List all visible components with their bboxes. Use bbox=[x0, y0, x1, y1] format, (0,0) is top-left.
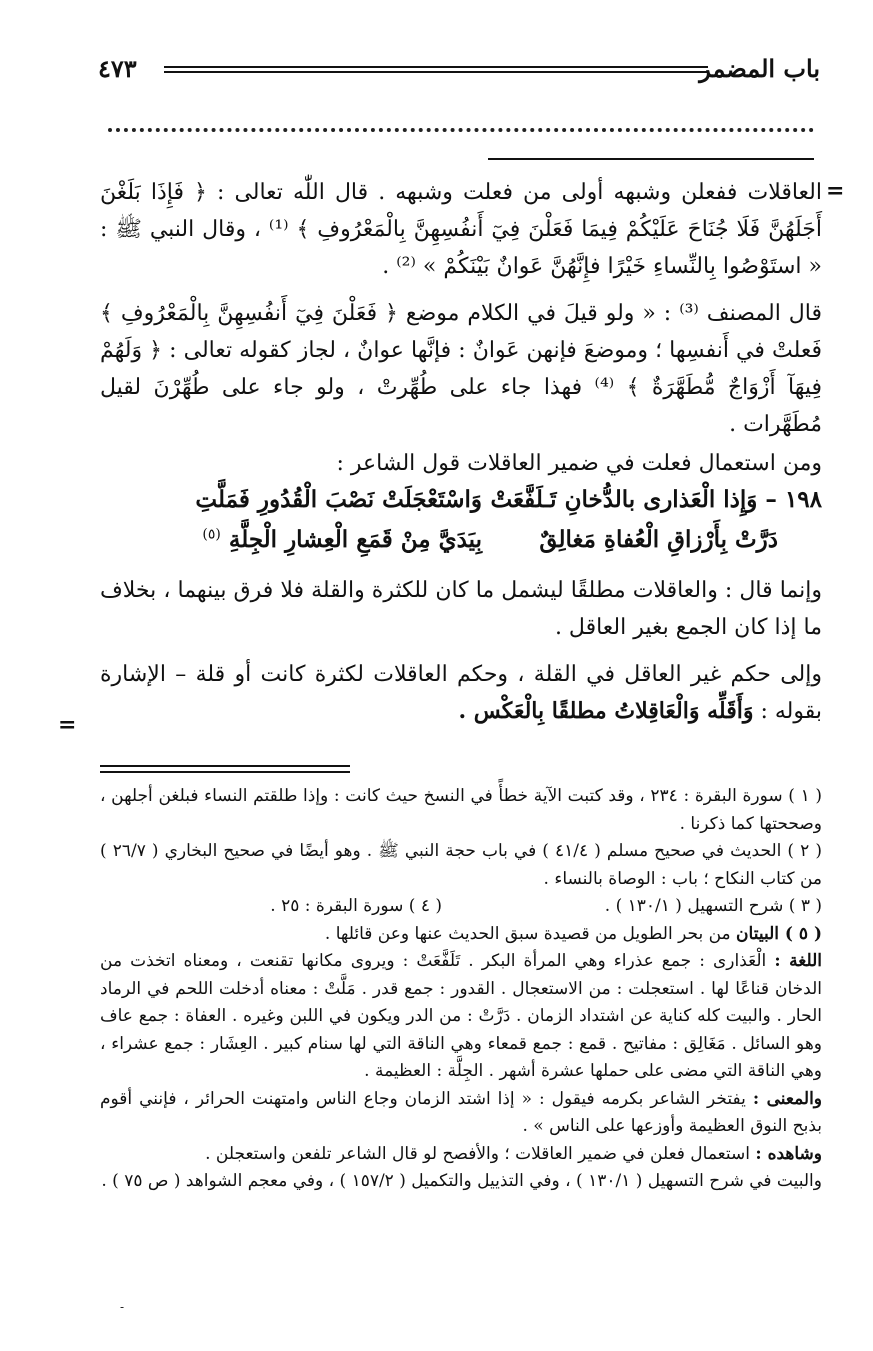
shahid-label: وشاهده : bbox=[755, 1143, 822, 1164]
footnote-sources: والبيت في شرح التسهيل ( ١٣٠/١ ) ، وفي التذييل والتكميل ( ١٥٧/٢ ) ، وفي معجم الشواهد ( ص ٧٥ ) . bbox=[101, 1171, 822, 1191]
paragraph-2: قال المصنف ⁽³⁾ : « ولو قيلَ في الكلام موضع ﴿ فَعَلْنَ فِيٓ أَنفُسِهِنَّ بِالْمَعْرُوفِ ﴾ فَعلتْ في أَنفسِها ؛ وموضعَ فإنهن عَوانٌ : فإنَّها عوانٌ ، لجاز كقوله تعالى : ﴿ وَلَهُمْ فِيهَآ أَزْوَاجٌ مُّطَهَّرَةٌ ﴾ ⁽⁴⁾ فهذا جاء على طُهِّرتْ ، ولو جاء على طُهِّرْنَ لقيل مُطَهَّرات . bbox=[100, 301, 823, 437]
poem-intro: ومن استعمال فعلت في ضمير العاقلات قول الشاعر : bbox=[336, 451, 822, 476]
paragraph-3: وإنما قال : والعاقلات مطلقًا ليشمل ما كان للكثرة والقلة فلا فرق بينهما ، بخلاف ما إذا كان الجمع بغير العاقل . bbox=[100, 578, 822, 640]
verse-2-first-hemistich: دَرَّتْ بِأَرْزاقِ الْعُفاةِ مَغالِقٌ bbox=[539, 526, 778, 553]
paragraph-4-quote: وَأَقَلِّه وَالْعَاقِلاتُ مطلقًا بِالْعَكْس . bbox=[458, 698, 754, 724]
verse-1-a-text: وَإِذا الْعَذارى بالدُّخانِ تَـلَفَّعَتْ bbox=[490, 486, 758, 513]
paragraph-4-text: وإلى حكم غير العاقل في القلة ، وحكم العاقلات لكثرة كانت أو قلة – الإشارة بقوله : bbox=[100, 662, 822, 724]
lugha-label: اللغة : bbox=[774, 951, 823, 971]
verse-1-second-hemistich: وَاسْتَعْجَلَتْ نَصْبَ الْقُدُورِ فَمَلَّتِ bbox=[195, 486, 482, 513]
verse-1-first-hemistich bbox=[491, 486, 823, 513]
page-bottom-mark: - bbox=[120, 1300, 125, 1314]
verse-number: ١٩٨ – bbox=[765, 486, 822, 513]
footnote-lugha bbox=[100, 948, 822, 1086]
footnote-shahid bbox=[100, 1141, 822, 1169]
paragraph-4 bbox=[100, 656, 822, 730]
footnote-row-3-4 bbox=[100, 893, 822, 921]
footnote-3: ( ٣ ) شرح التسهيل ( ١٣٠/١ ) . bbox=[604, 896, 822, 916]
paragraph-1: العاقلات ففعلن وشبهه أولى من فعلت وشبهه . قال اللّٰه تعالى : ﴿ فَإِذَا بَلَغْنَ أَجَلَهُنَّ فَلَا جُنَاحَ عَلَيْكُمْ فِيمَا فَعَلْنَ فِيٓ أَنفُسِهِنَّ بِالْمَعْرُوفِ ﴾ ⁽¹⁾ ، وقال النبي ﷺ : « استَوْصُوا بِالنِّساءِ خَيْرًا فإِنَّهُنَّ عَوانٌ بَيْنَكُمْ » ⁽²⁾ . bbox=[100, 180, 822, 279]
verse-2-b-text: بِيَدَيَّ مِنْ قَمَعِ الْعِشارِ الْجِلَّةِ bbox=[228, 526, 482, 553]
continuation-mark-top: = bbox=[826, 178, 845, 204]
page-number: ٤٧٣ bbox=[98, 54, 137, 83]
main-text bbox=[100, 174, 822, 740]
chapter-title: باب المضمر bbox=[699, 54, 820, 83]
lugha-text: الْعَذارى : جمع عذراء وهي المرأة البكر . تَلَفَّعَتْ : ويروى مكانها تقنعت ، ومعناه اتخذت من الدخان قناعًا لها . استعجلت : من الاستعجال . القدور : جمع قدر . مَلَّتْ : معناه أدخلت اللحم في الرماد الحار . والبيت كله كناية عن اشتداد الزمان . دَرَّتْ : من الدر ويكون في اللبن وغيره . العفاة : جمع عاف وهو السائل . مَغَالِق : مفاتيح . قمع : جمع قمعاء وهي الناقة التي لها سنام كبير . العِشَار : جمع عشراء ، وهي الناقة التي مضى على حملها عشرة أشهر . الجِلَّة : العظيمة . bbox=[100, 951, 822, 1081]
maana-label: والمعنى : bbox=[752, 1088, 823, 1109]
footnote-1: ( ١ ) سورة البقرة : ٢٣٤ ، وقد كتبت الآية خطأً في النسخ حيث كانت : وإذا طلقتم النساء فبلغن أجلهن ، وصححتها كما ذكرنا . bbox=[100, 786, 822, 834]
footnote-maana bbox=[100, 1086, 822, 1141]
continuation-mark-bottom: = bbox=[58, 712, 77, 738]
page-header bbox=[98, 52, 820, 86]
verse-line-2 bbox=[100, 526, 822, 566]
shahid-text: استعمال فعلن في ضمير العاقلات ؛ والأفصح لو قال الشاعر تلفعن واستعجلن . bbox=[205, 1143, 750, 1164]
footnote-5 bbox=[100, 921, 822, 949]
dotted-separator bbox=[108, 128, 814, 132]
footnote-5-text: من بحر الطويل من قصيدة سبق الحديث عنها وعن قائلها . bbox=[324, 923, 731, 944]
footnotes bbox=[100, 783, 822, 1196]
header-rule bbox=[164, 66, 708, 73]
footnote-2: ( ٢ ) الحديث في صحيح مسلم ( ٤١/٤ ) في باب حجة النبي ﷺ . وهو أيضًا في صحيح البخاري ( ٢٦/٧ ) من كتاب النكاح ؛ باب : الوصاة بالنساء . bbox=[100, 841, 822, 889]
continuation-rule bbox=[488, 158, 814, 160]
footnote-rule bbox=[100, 765, 350, 773]
footnote-5-label: ( ٥ ) البيتان bbox=[736, 923, 822, 944]
verse-line-1 bbox=[100, 486, 822, 526]
verse-2-second-hemistich bbox=[202, 526, 482, 553]
footnote-ref-5: (٥) bbox=[202, 526, 221, 543]
footnote-4: ( ٤ ) سورة البقرة : ٢٥ . bbox=[270, 896, 442, 916]
maana-text: يفتخر الشاعر بكرمه فيقول : « إذا اشتد الزمان وجاع الناس وامتهنت الحرائر ، فإنني أقوم بذبح النوق العظيمة وأوزعها على الناس » . bbox=[100, 1088, 822, 1136]
